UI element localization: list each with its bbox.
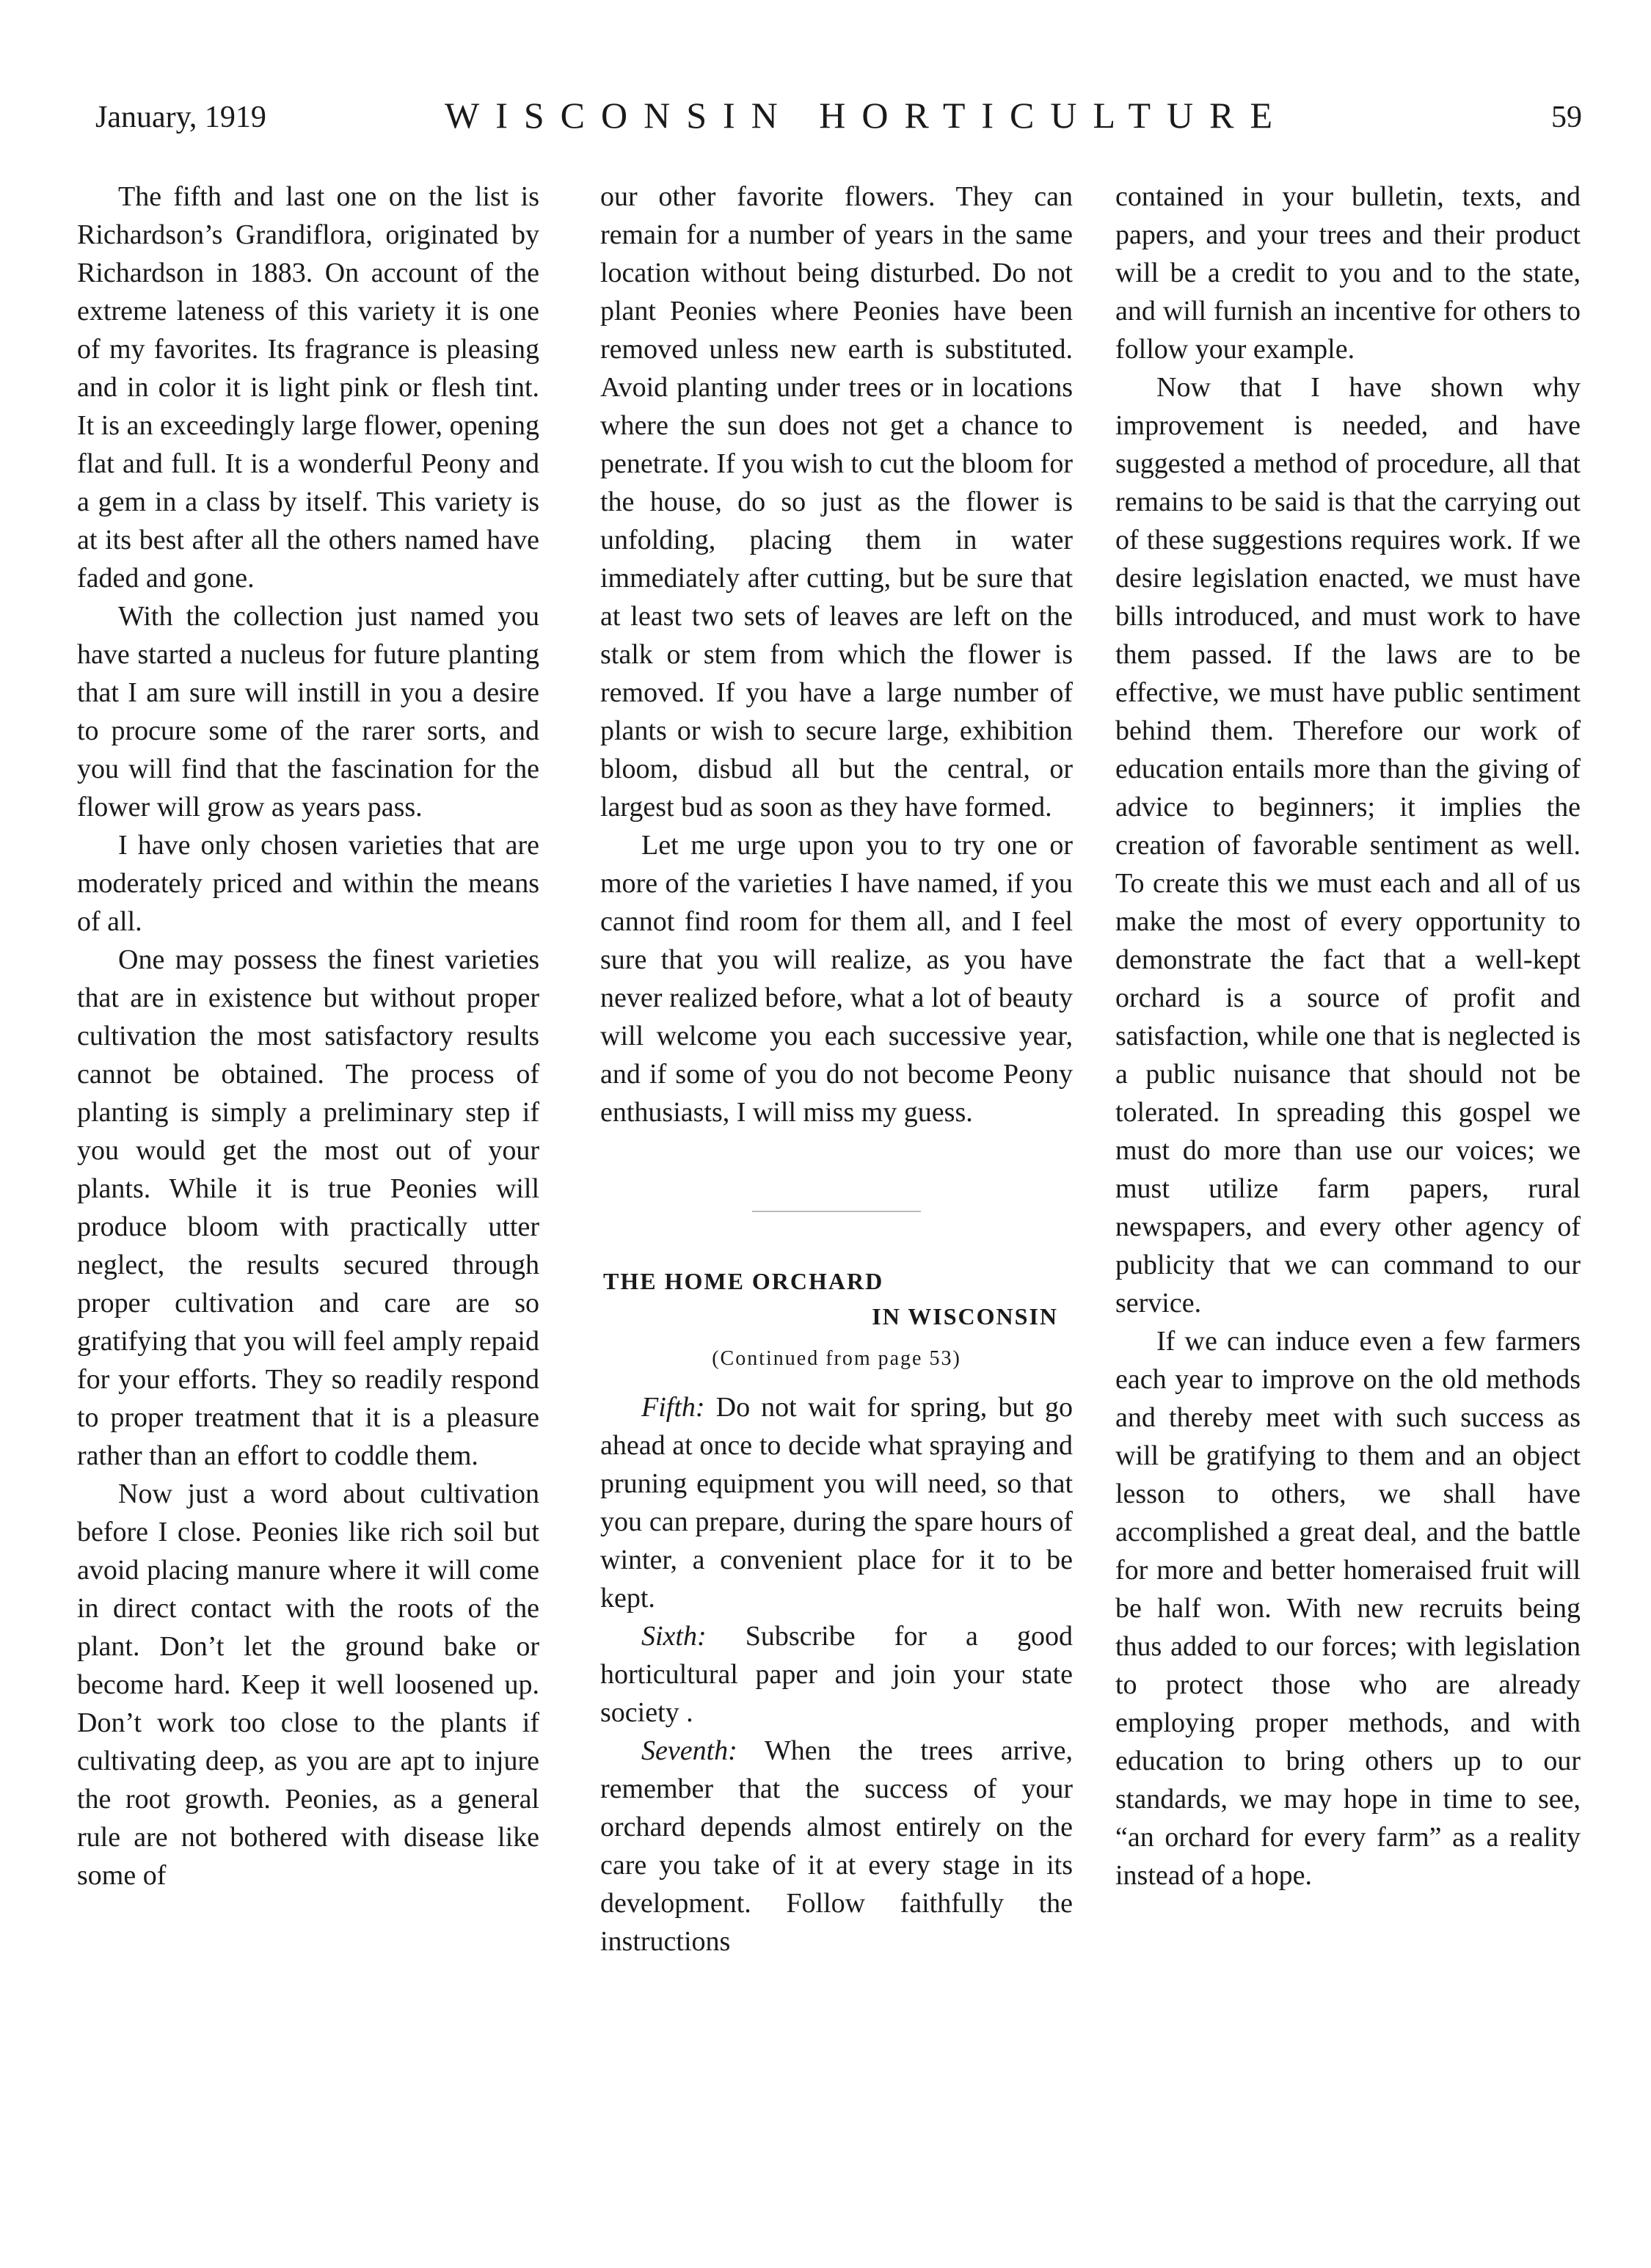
paragraph: Let me urge upon you to try one or more of the varieties I have named, if you cannot find room for them all, and I feel sure that you will realize, as you have never realized before, what a lot of beauty will welcome you each successive year, and if some of you do not become Peony enthusiasts, I will miss my guess. [600,830,1073,1128]
section-divider [752,1211,921,1212]
paragraph: our other favorite flowers. They can remain for a number of years in the same location without being disturbed. Do not plant Peonies where Peonies have been removed unless new earth is substituted. Avoid planting under trees or in locations where the sun does not get a chance to penetrate. If you wish to cut the bloom for the house, do so just as the flower is unfolding, placing them in water immediately after cutting, but be sure that at least two sets of leaves are left on the stalk or stem from which the flower is removed. If you have a large number of plants or wish to secure large, exhibition bloom, disbud all but the central, or largest bud as soon as they have formed. [600,181,1073,823]
publication-title: WISCONSIN HORTICULTURE [445,95,1289,136]
section-title: THE HOME ORCHARD [603,1268,884,1294]
paragraph: One may possess the finest varieties that are in existence but without proper cultivation the most satisfactory results cannot be obtained. The process of planting is simply a preliminary step if you would get the most out of your plants. While it is true Peonies will produce bloom with practically utter neglect, the results secured through proper cultivation and care are so gratifying that you will feel amply repaid for your efforts. They so readily respond to proper treatment that it is a pleasure rather than an effort to coddle them. [77,944,539,1471]
paragraph [600,1388,1073,1617]
continued-note: (Continued from page 53) [712,1347,961,1370]
paragraph-text: Subscribe for a good horticultural paper and join your state society . [600,1621,1073,1728]
paragraph-text: When the trees arrive, remember that the success of your orchard depends almost entirely on the care you take of it at every stage in its development. Follow faithfully the instructions [600,1735,1073,1957]
paragraph: The fifth and last one on the list is Richardson’s Grandiflora, originated by Richardson in 1883. On account of the extreme lateness of this variety it is one of my favorites. Its fragrance is pleasing and in color it is light pink or flesh tint. It is an exceedingly large flower, opening flat and full. It is a wonderful Peony and a gem in a class by itself. This variety is at its best after all the others named have faded and gone. [77,181,539,594]
issue-date: January, 1919 [95,101,266,134]
text-column-3 [1115,178,1581,1895]
page-header [87,94,1583,145]
run-in-label: Sixth: [641,1621,707,1652]
paragraph [600,1617,1073,1732]
text-column-1 [77,178,539,1895]
page-number: 59 [1551,101,1582,134]
text-column-2 [600,178,1073,1961]
paragraph [600,1732,1073,1961]
run-in-label: Fifth: [641,1392,705,1423]
paragraph: I have only chosen varieties that are moderately priced and within the means of all. [77,830,539,937]
paragraph: If we can induce even a few farmers each year to improve on the old methods and thereby meet with such success as will be gratifying to them and an object lesson to others, we shall have accomplished a great deal, and the battle for more and better homeraised fruit will be half won. With new recruits being thus added to our forces; with legislation to protect those who are already employing proper methods, and with education to bring others up to our standards, we may hope in time to see, “an orchard for every farm” as a reality instead of a hope. [1115,1326,1581,1891]
paragraph: contained in your bulletin, texts, and papers, and your trees and their product will be a credit to you and to the state, and will furnish an incentive for others to follow your example. [1115,181,1581,365]
paragraph: Now that I have shown why improvement is needed, and have suggested a method of procedure, all that remains to be said is that the carrying out of these suggestions requires work. If we desire legislation enacted, we must have bills introduced, and must work to have them passed. If the laws are to be effective, we must have public sentiment behind them. Therefore our work of education entails more than the giving of advice to beginners; it implies the creation of favorable sentiment as well. To create this we must each and all of us make the most of every opportunity to demonstrate the fact that a well-kept orchard is a source of profit and satisfaction, while one that is neglected is a public nuisance that should not be tolerated. In spreading this gospel we must do more than use our voices; we must utilize farm papers, rural newspapers, and every other agency of publicity that we can command to our service. [1115,372,1581,1319]
paragraph: With the collection just named you have started a nucleus for future planting that I am sure will instill in you a desire to procure some of the rarer sorts, and you will find that the fascination for the flower will grow as years pass. [77,601,539,823]
section-title-line-2: IN WISCONSIN [872,1303,1058,1330]
paragraph-text: Do not wait for spring, but go ahead at once to decide what spraying and pruning equipment you will need, so that you can prepare, during the spare hours of winter, a convenient place for it to be kept. [600,1392,1073,1614]
run-in-label: Seventh: [641,1735,737,1766]
paragraph: Now just a word about cultivation before I close. Peonies like rich soil but avoid placing manure where it will come in direct contact with the roots of the plant. Don’t let the ground bake or become hard. Keep it well loosened up. Don’t work too close to the plants if cultivating deep, as you are apt to injure the root growth. Peonies, as a general rule are not bothered with disease like some of [77,1478,539,1891]
